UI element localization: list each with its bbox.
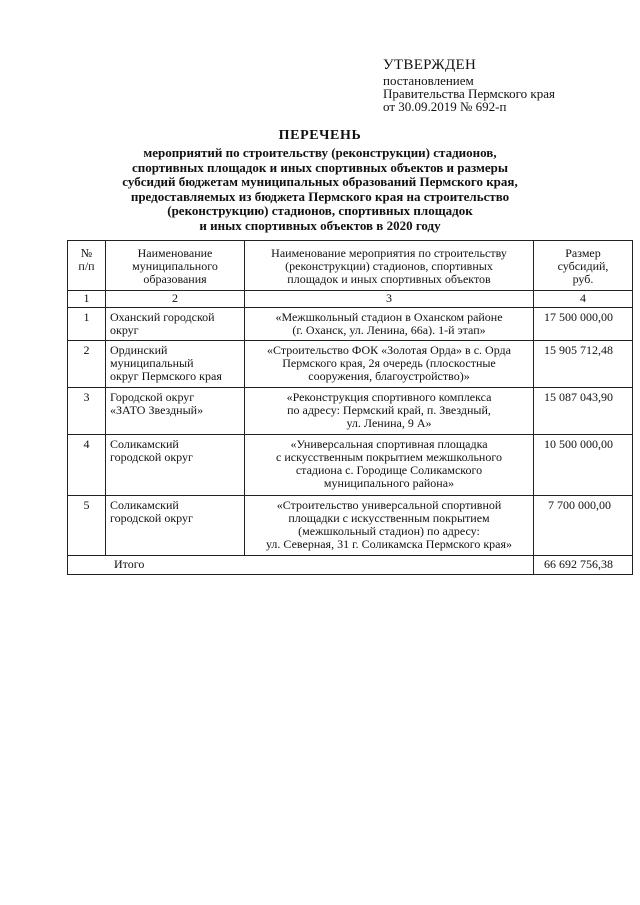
subtitle-line: субсидий бюджетам муниципальных образований Пермского края,	[122, 174, 518, 189]
table-row	[68, 435, 633, 496]
row-municipality: Соликамский городской округ	[106, 435, 245, 496]
row-amount: 17 500 000,00	[534, 308, 633, 341]
table-row	[68, 388, 633, 435]
total-amount: 66 692 756,38	[534, 556, 633, 575]
row-num: 1	[68, 308, 106, 341]
row-amount: 10 500 000,00	[534, 435, 633, 496]
approval-line: Правительства Пермского края	[383, 86, 555, 101]
approval-block	[383, 57, 623, 113]
column-number: 4	[534, 291, 633, 308]
header-event: Наименование мероприятия по строительству (реконструкции) стадионов, спортивных площадок и иных спортивных объектов	[245, 241, 534, 291]
table-row	[68, 496, 633, 556]
document-title: ПЕРЕЧЕНЬ	[278, 128, 362, 143]
header-municipality: Наименование муниципального образования	[106, 241, 245, 291]
row-num: 2	[68, 341, 106, 388]
row-municipality: Ординский муниципальный округ Пермского края	[106, 341, 245, 388]
row-num: 5	[68, 496, 106, 556]
row-municipality: Оханский городской округ	[106, 308, 245, 341]
subtitle-line: спортивных площадок и иных спортивных объектов и размеры	[131, 159, 509, 175]
table-header-row	[68, 241, 633, 291]
row-event: «Универсальная спортивная площадка с искусственным покрытием межшкольного стадиона с. Городище Соликамского муниципального района»	[245, 435, 534, 496]
subsidy-table	[67, 240, 633, 575]
approval-line: от 30.09.2019 № 692-п	[383, 99, 507, 114]
table-row	[68, 341, 633, 388]
row-num: 3	[68, 388, 106, 435]
row-amount: 15 905 712,48	[534, 341, 633, 388]
column-number: 1	[68, 291, 106, 308]
row-amount: 7 700 000,00	[534, 496, 633, 556]
total-label: Итого	[68, 556, 534, 575]
subtitle-line: (реконструкцию) стадионов, спортивных площадок	[167, 203, 473, 218]
row-num: 4	[68, 435, 106, 496]
document-heading	[60, 128, 580, 233]
subtitle-line: предоставляемых из бюджета Пермского края на строительство	[130, 188, 510, 204]
column-number: 3	[245, 291, 534, 308]
subtitle-line: и иных спортивных объектов в 2020 году	[199, 217, 441, 233]
column-number-row	[68, 291, 633, 308]
row-event: «Строительство ФОК «Золотая Орда» в с. Орда Пермского края, 2я очередь (плоскостные сооружения, благоустройство)»	[245, 341, 534, 388]
row-municipality: Соликамский городской округ	[106, 496, 245, 556]
header-subsidy: Размер субсидий, руб.	[534, 241, 633, 291]
row-amount: 15 087 043,90	[534, 388, 633, 435]
row-event: «Строительство универсальной спортивной площадки с искусственным покрытием (межшкольный стадион) по адресу: ул. Северная, 31 г. Соликамска Пермского края»	[245, 496, 534, 556]
row-event: «Межшкольный стадион в Оханском районе (г. Оханск, ул. Ленина, 66а). 1-й этап»	[245, 308, 534, 341]
total-row	[68, 556, 633, 575]
document-subtitle	[60, 146, 580, 233]
subtitle-line: мероприятий по строительству (реконструкции) стадионов,	[143, 145, 497, 160]
column-number: 2	[106, 291, 245, 308]
table-row	[68, 308, 633, 341]
header-num: № п/п	[68, 241, 106, 291]
approval-title: УТВЕРЖДЕН	[383, 57, 477, 73]
row-municipality: Городской округ «ЗАТО Звездный»	[106, 388, 245, 435]
approval-line: постановлением	[383, 73, 474, 88]
row-event: «Реконструкция спортивного комплекса по адресу: Пермский край, п. Звездный, ул. Ленина, 9 А»	[245, 388, 534, 435]
